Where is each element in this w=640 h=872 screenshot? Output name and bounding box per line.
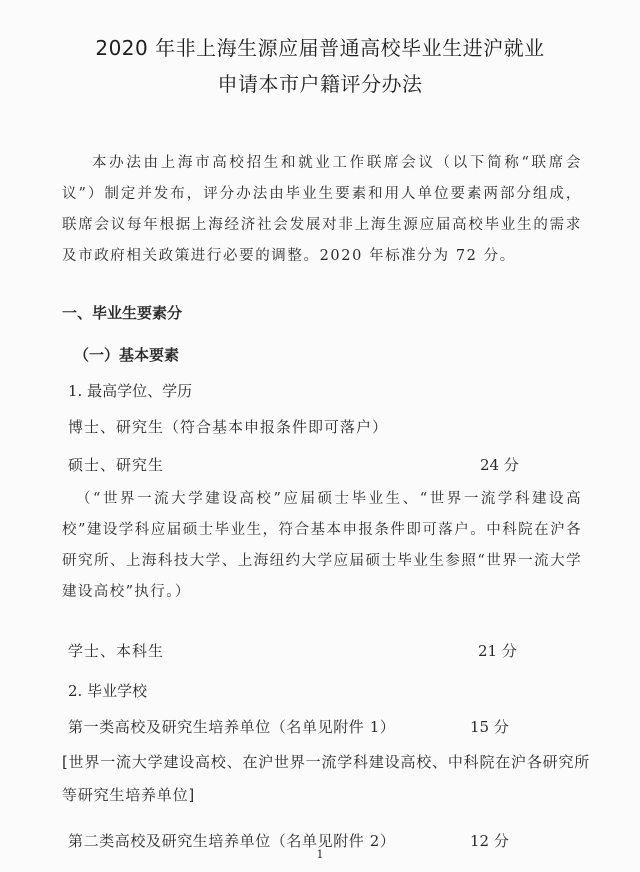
school-class2-score: 12 分 [470, 832, 509, 850]
subsection-heading-basic-factors: （一）基本要素 [74, 346, 180, 364]
degree-master-line: 硕士、研究生 [68, 456, 165, 474]
school-class1-line: 第一类高校及研究生培养单位（名单见附件 1） [68, 718, 396, 736]
document-title-line-2: 申请本市户籍评分办法 [217, 72, 423, 96]
school-class1-bracket-note: [世界一流大学建设高校、在沪世界一流学科建设高校、中科院在沪各研究所等研究生培养单位] [62, 753, 591, 804]
page-number: 1 [316, 848, 324, 861]
item-heading-school: 2. 毕业学校 [68, 682, 148, 700]
degree-bachelor-line: 学士、本科生 [68, 642, 165, 660]
degree-bachelor-score: 21 分 [478, 642, 517, 660]
master-note-paragraph: （“世界一流大学建设高校”应届硕士毕业生、“世界一流学科建设高校”建设学科应届硕士毕业生，符合基本申报条件即可落户。中科院在沪各研究所、上海科技大学、上海纽约大学应届硕士毕业生参照“世界一流大学建设高校”执行。） [62, 491, 582, 600]
intro-paragraph: 本办法由上海市高校招生和就业工作联席会议（以下简称“联席会议”）制定并发布，评分办法由毕业生要素和用人单位要素两部分组成，联席会议每年根据上海经济社会发展对非上海生源应届高校毕业生的需求及市政府相关政策进行必要的调整。2020 年标准分为 72 分。 [62, 155, 582, 264]
document-title-line-1: 2020 年非上海生源应届普通高校毕业生进沪就业 [95, 36, 545, 60]
school-class1-score: 15 分 [470, 718, 509, 736]
degree-master-score: 24 分 [480, 456, 519, 474]
degree-phd-line: 博士、研究生（符合基本申报条件即可落户） [68, 418, 389, 436]
item-heading-degree: 1. 最高学位、学历 [68, 382, 193, 400]
school-class2-line: 第二类高校及研究生培养单位（名单见附件 2） [68, 832, 396, 850]
section-heading-graduate-factors: 一、毕业生要素分 [62, 304, 183, 322]
